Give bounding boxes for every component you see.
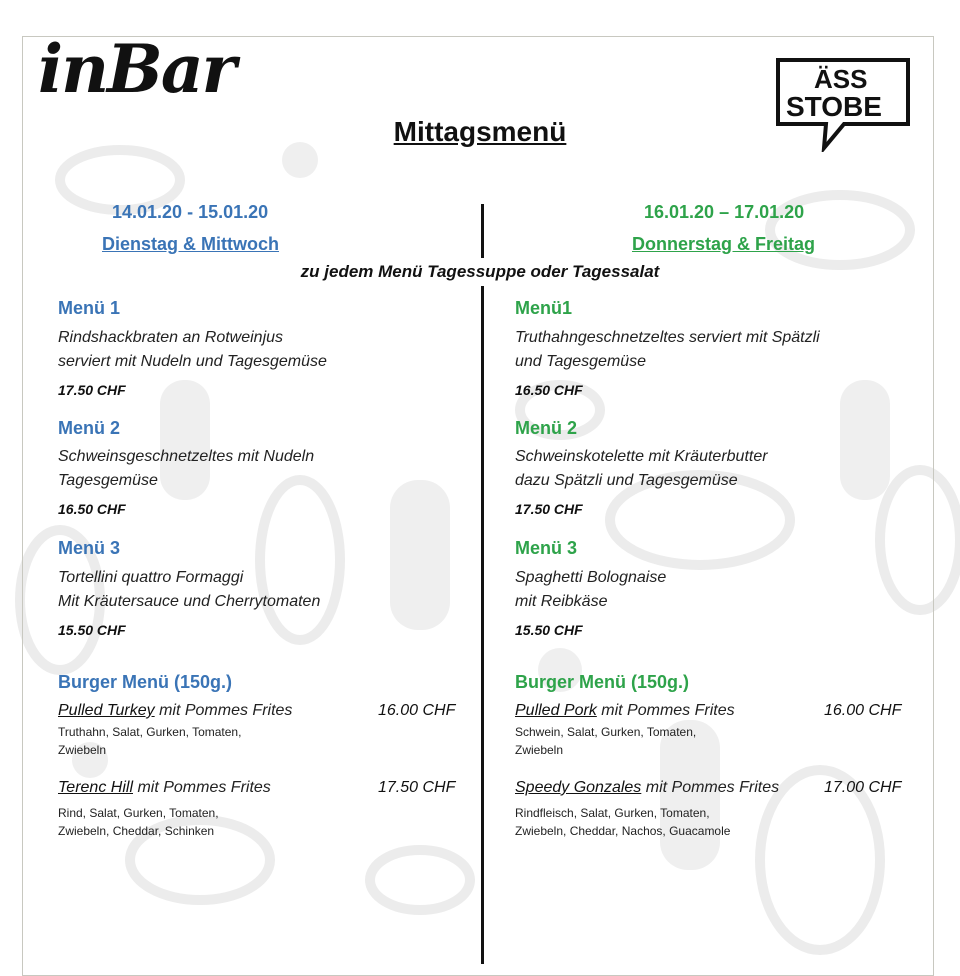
right-menu-1-line-1: Truthahngeschnetzeltes serviert mit Spätzli <box>515 329 820 346</box>
right-burger-2-suffix: mit Pommes Frites <box>641 779 780 796</box>
logo-line-2: STOBE <box>786 91 882 122</box>
left-burger-1-desc-1: Truthahn, Salat, Gurken, Tomaten, <box>58 725 242 739</box>
left-burger-1-suffix: mit Pommes Frites <box>154 702 293 719</box>
right-burger-2-desc <box>515 804 730 840</box>
right-menu-2-desc <box>515 445 768 493</box>
logo-line-1: ÄSS <box>814 64 868 94</box>
left-menu-3-price: 15.50 CHF <box>58 622 126 638</box>
right-burger-1-title <box>515 702 735 720</box>
left-burger-2-price: 17.50 CHF <box>378 779 456 796</box>
right-menu-2-price: 17.50 CHF <box>515 501 583 517</box>
right-burger-1-suffix: mit Pommes Frites <box>596 702 735 719</box>
right-menu-3-line-1: Spaghetti Bolognaise <box>515 569 667 586</box>
right-dates: 16.01.20 – 17.01.20 <box>644 202 805 222</box>
right-menu-2-line-2: dazu Spätzli und Tagesgemüse <box>515 472 738 489</box>
right-menu-1-heading: Menü1 <box>515 298 573 318</box>
right-burger-1-desc-2: Zwiebeln <box>515 743 564 757</box>
left-burger-1-price: 16.00 CHF <box>378 702 456 719</box>
right-menu-2-line-1: Schweinskotelette mit Kräuterbutter <box>515 448 768 465</box>
left-menu-1-line-1: Rindshackbraten an Rotweinjus <box>58 329 284 346</box>
left-dates: 14.01.20 - 15.01.20 <box>112 202 269 222</box>
right-burger-2-desc-1: Rindfleisch, Salat, Gurken, Tomaten, <box>515 806 710 820</box>
left-burger-2-title <box>58 779 271 797</box>
right-menu-1-price: 16.50 CHF <box>515 382 583 398</box>
page-title: Mittagsmenü <box>393 116 567 147</box>
right-menu-3-heading: Menü 3 <box>515 538 578 558</box>
left-menu-3-line-2: Mit Kräutersauce und Cherrytomaten <box>58 593 321 610</box>
left-menu-1-desc <box>58 326 327 374</box>
column-divider <box>481 204 484 964</box>
right-menu-1-line-2: und Tagesgemüse <box>515 353 647 370</box>
right-burger-2-title <box>515 779 779 797</box>
left-menu-1-price: 17.50 CHF <box>58 382 126 398</box>
left-burger-2-desc-2: Zwiebeln, Cheddar, Schinken <box>58 824 215 838</box>
left-days: Dienstag & Mittwoch <box>102 234 280 254</box>
right-menu-3-desc <box>515 566 666 614</box>
left-menu-3-heading: Menü 3 <box>58 538 121 558</box>
left-burger-1-desc <box>58 723 241 759</box>
right-burger-2-name: Speedy Gonzales <box>515 779 642 796</box>
left-burger-1-desc-2: Zwiebeln <box>58 743 107 757</box>
left-menu-1-heading: Menü 1 <box>58 298 121 318</box>
left-burger-2-desc <box>58 804 219 840</box>
left-menu-3-desc <box>58 566 320 614</box>
left-burger-1-name: Pulled Turkey <box>58 702 155 719</box>
right-menu-3-line-2: mit Reibkäse <box>515 593 608 610</box>
right-burger-1-name: Pulled Pork <box>515 702 597 719</box>
left-menu-2-heading: Menü 2 <box>58 418 121 438</box>
right-days: Donnerstag & Freitag <box>632 234 816 254</box>
left-menu-2-line-1: Schweinsgeschnetzeltes mit Nudeln <box>58 448 315 465</box>
left-menu-2-price: 16.50 CHF <box>58 501 126 517</box>
right-burger-heading: Burger Menü (150g.) <box>515 672 690 692</box>
left-burger-2-desc-1: Rind, Salat, Gurken, Tomaten, <box>58 806 219 820</box>
left-burger-2-name: Terenc Hill <box>58 779 133 796</box>
right-menu-2-heading: Menü 2 <box>515 418 578 438</box>
right-burger-1-desc <box>515 723 696 759</box>
left-menu-2-line-2: Tagesgemüse <box>58 472 158 489</box>
right-menu-3-price: 15.50 CHF <box>515 622 583 638</box>
left-burger-heading: Burger Menü (150g.) <box>58 672 233 692</box>
left-burger-2-suffix: mit Pommes Frites <box>133 779 271 796</box>
right-menu-1-desc <box>515 326 820 374</box>
left-burger-1-title <box>58 702 292 720</box>
left-menu-3-line-1: Tortellini quattro Formaggi <box>58 569 244 586</box>
right-burger-1-price: 16.00 CHF <box>824 702 902 719</box>
right-burger-1-desc-1: Schwein, Salat, Gurken, Tomaten, <box>515 725 697 739</box>
left-menu-2-desc <box>58 445 314 493</box>
left-menu-1-line-2: serviert mit Nudeln und Tagesgemüse <box>58 353 327 370</box>
menu-subtitle: zu jedem Menü Tagessuppe oder Tagessalat <box>300 262 660 281</box>
inbar-logo: inBar <box>38 30 235 108</box>
right-burger-2-desc-2: Zwiebeln, Cheddar, Nachos, Guacamole <box>515 824 731 838</box>
right-burger-2-price: 17.00 CHF <box>824 779 902 796</box>
